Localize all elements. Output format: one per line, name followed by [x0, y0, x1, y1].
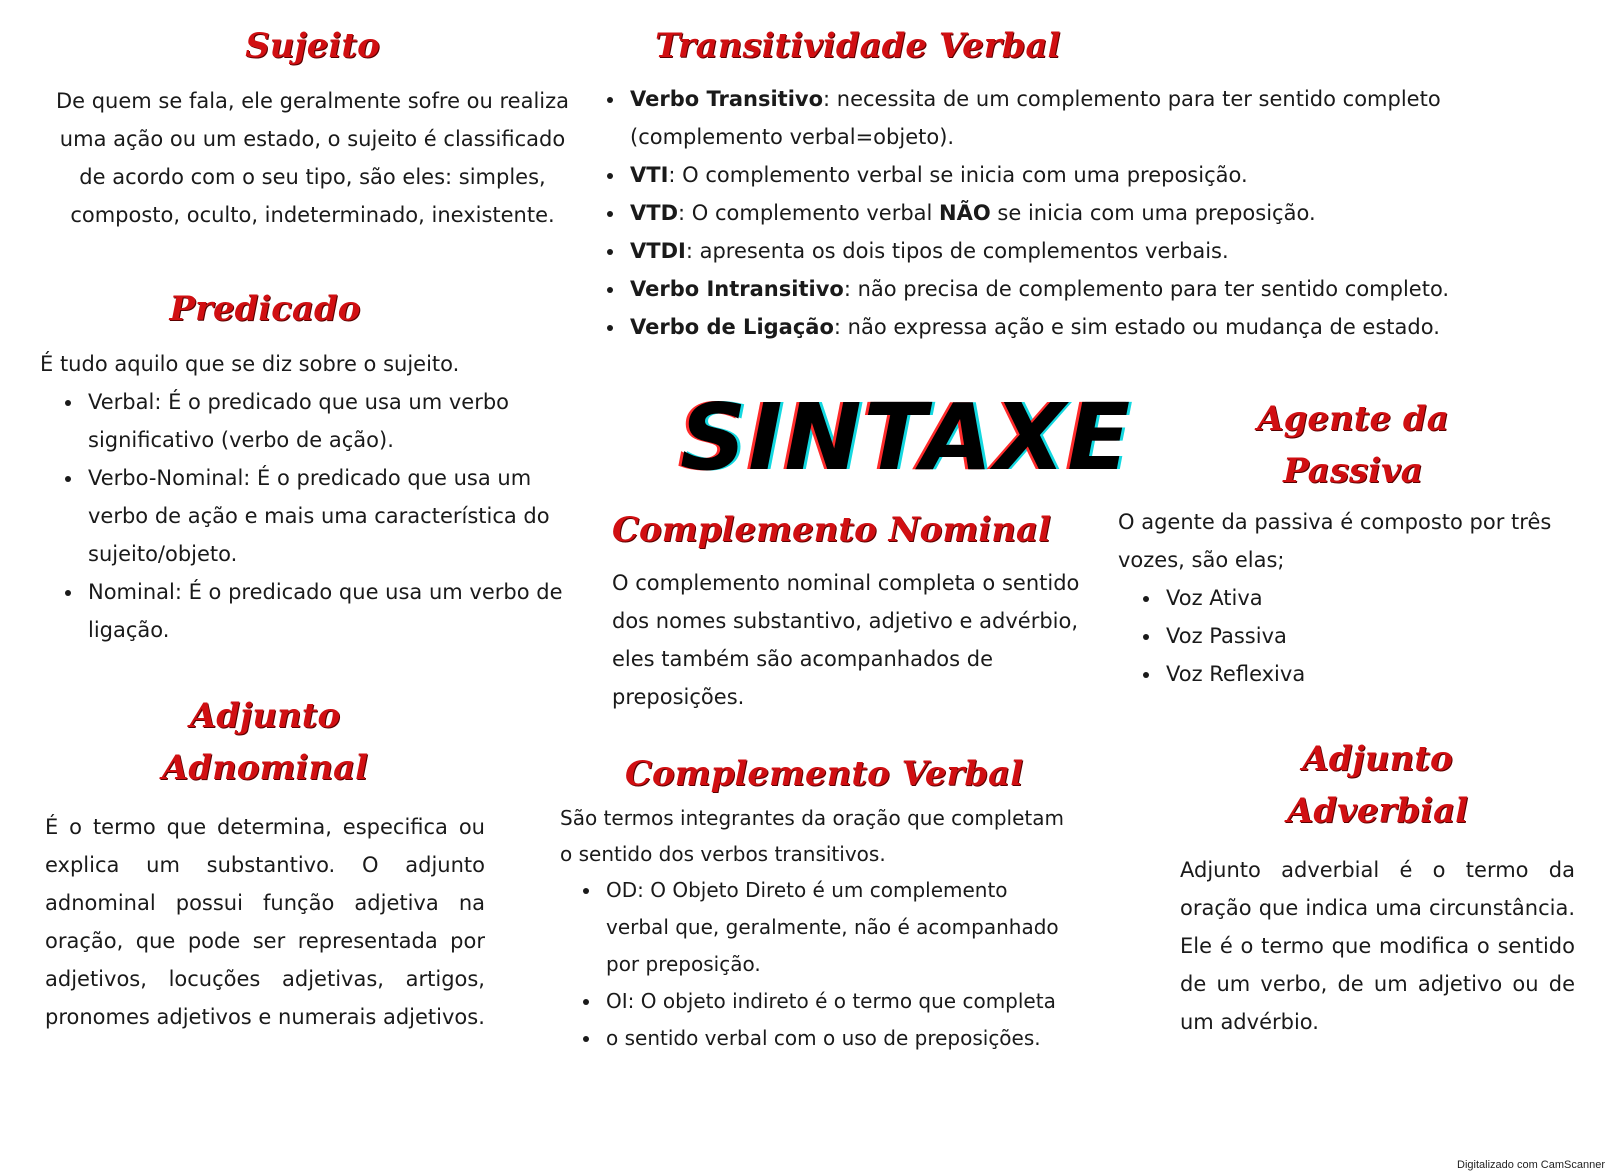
term-verbo-ligacao: Verbo de Ligação — [630, 315, 834, 339]
agente-passiva-title — [1118, 393, 1588, 497]
section-adjunto-adverbial — [1180, 733, 1575, 1041]
predicado-item-verbal: • Verbal: É o predicado que usa um verbo significativo (verbo de ação). — [84, 383, 595, 459]
predicado-list — [40, 383, 595, 649]
section-sujeito — [45, 20, 580, 234]
term-vtdi: VTDI — [630, 239, 686, 263]
complemento-verbal-list — [560, 872, 1072, 1057]
section-complemento-nominal — [612, 504, 1082, 716]
adjunto-adnominal-text: É o termo que determina, especifica ou explica um substantivo. O adjunto adnominal possui função adjetiva na oração, que pode ser representada por adjetivos, locuções adjetivas, artigos, pronomes adjetivos e numerais adjetivos. — [45, 815, 485, 1029]
agente-passiva-intro: O agente da passiva é composto por três vozes, são elas; — [1118, 510, 1552, 572]
section-agente-passiva — [1118, 393, 1588, 693]
complemento-verbal-title: Complemento Verbal — [625, 754, 1024, 794]
sujeito-title: Sujeito — [245, 26, 380, 66]
transitividade-list — [600, 80, 1575, 346]
section-complemento-verbal — [560, 748, 1120, 1057]
agente-passiva-list — [1118, 579, 1588, 693]
voz-ativa: • Voz Ativa — [1162, 579, 1588, 617]
agente-passiva-title-line1: Agente da — [1257, 399, 1449, 439]
predicado-title: Predicado — [169, 289, 361, 329]
complemento-nominal-text: O complemento nominal completa o sentido dos nomes substantivo, adjetivo e advérbio, eles também são acompanhados de preposições. — [612, 571, 1080, 709]
section-adjunto-adnominal — [45, 690, 485, 1036]
transitividade-title: Transitividade Verbal — [655, 26, 1061, 66]
emph-nao: NÃO — [939, 201, 991, 225]
complemento-verbal-item-sentido: • o sentido verbal com o uso de preposições. — [602, 1020, 1072, 1057]
complemento-nominal-title: Complemento Nominal — [612, 510, 1051, 550]
adjunto-adverbial-title-line1: Adjunto — [1302, 739, 1453, 779]
adjunto-adnominal-title-line2: Adnominal — [161, 748, 369, 788]
adjunto-adverbial-title — [1180, 733, 1575, 837]
main-title-sintaxe: SINTAXE — [680, 384, 1133, 491]
complemento-verbal-item-od: • OD: O Objeto Direto é um complemento verbal que, geralmente, não é acompanhado por preposição. — [602, 872, 1072, 983]
term-vti: VTI — [630, 163, 669, 187]
agente-passiva-title-line2: Passiva — [1283, 451, 1423, 491]
section-transitividade-verbal — [600, 20, 1575, 346]
voz-reflexiva: • Voz Reflexiva — [1162, 655, 1588, 693]
camscanner-footer: Digitalizado com CamScanner — [1457, 1159, 1605, 1171]
transitividade-item-vtd: • VTD: O complemento verbal NÃO se inicia com uma preposição. — [626, 194, 1575, 232]
transitividade-item-verbo-ligacao: • Verbo de Ligação: não expressa ação e sim estado ou mudança de estado. — [626, 308, 1575, 346]
adjunto-adverbial-title-line2: Adverbial — [1286, 791, 1469, 831]
transitividade-item-vtdi: • VTDI: apresenta os dois tipos de complementos verbais. — [626, 232, 1575, 270]
adjunto-adnominal-title — [45, 690, 485, 794]
adjunto-adverbial-text: Adjunto adverbial é o termo da oração que indica uma circunstância. Ele é o termo que modifica o sentido de um verbo, de um adjetivo ou de um advérbio. — [1180, 858, 1575, 1034]
term-verbo-transitivo: Verbo Transitivo — [630, 87, 824, 111]
predicado-intro: É tudo aquilo que se diz sobre o sujeito. — [40, 352, 460, 376]
transitividade-item-vti: • VTI: O complemento verbal se inicia com uma preposição. — [626, 156, 1575, 194]
sujeito-text: De quem se fala, ele geralmente sofre ou realiza uma ação ou um estado, o sujeito é classificado de acordo com o seu tipo, são eles: simples, composto, oculto, indeterminado, inexistente. — [55, 89, 570, 227]
term-verbo-intransitivo: Verbo Intransitivo — [630, 277, 844, 301]
section-predicado — [40, 283, 595, 649]
voz-passiva: • Voz Passiva — [1162, 617, 1588, 655]
transitividade-item-verbo-transitivo: • Verbo Transitivo: necessita de um complemento para ter sentido completo (complemento verbal=objeto). — [626, 80, 1575, 156]
complemento-verbal-item-oi: • OI: O objeto indireto é o termo que completa — [602, 983, 1072, 1020]
predicado-item-verbo-nominal: • Verbo-Nominal: É o predicado que usa um verbo de ação e mais uma característica do sujeito/objeto. — [84, 459, 595, 573]
transitividade-item-verbo-intransitivo: • Verbo Intransitivo: não precisa de complemento para ter sentido completo. — [626, 270, 1575, 308]
predicado-item-nominal: • Nominal: É o predicado que usa um verbo de ligação. — [84, 573, 595, 649]
complemento-verbal-intro: São termos integrantes da oração que completam o sentido dos verbos transitivos. — [560, 806, 1064, 866]
term-vtd: VTD — [630, 201, 679, 225]
adjunto-adnominal-title-line1: Adjunto — [189, 696, 341, 736]
